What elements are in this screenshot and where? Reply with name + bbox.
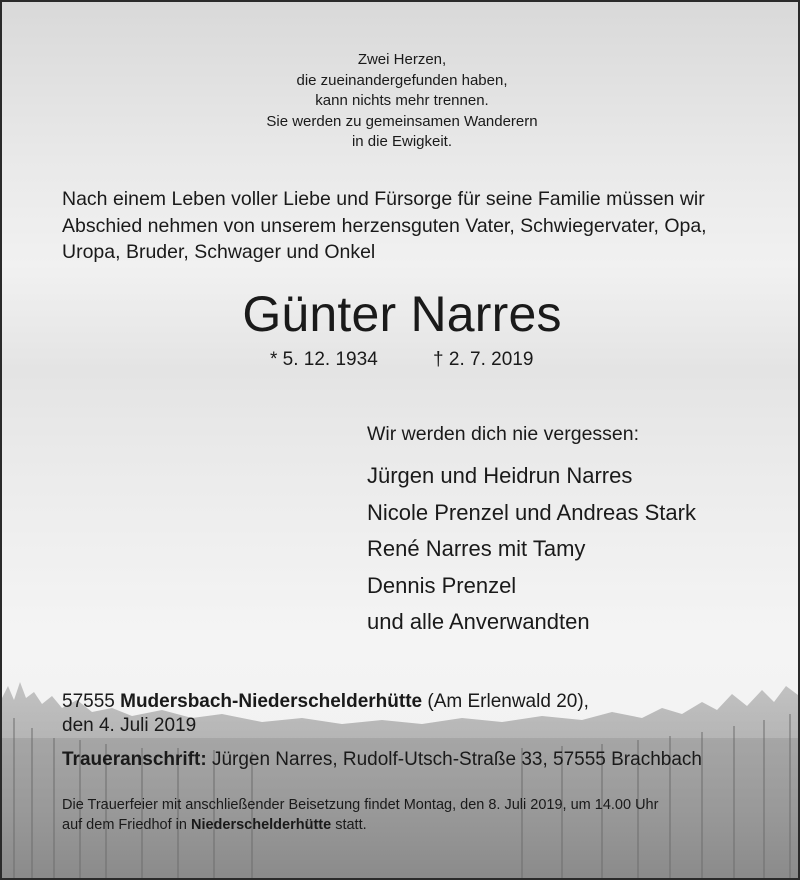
funeral-line: Die Trauerfeier mit anschließender Beisetzung findet Montag, den 8. Juli 2019, um 14.00 Uhr — [62, 797, 659, 813]
mourner-name: René Narres mit Tamy — [367, 536, 586, 561]
place-line — [62, 690, 589, 714]
mourner-name: Nicole Prenzel und Andreas Stark — [367, 499, 696, 525]
poem-line: Sie werden zu gemeinsamen Wanderern — [266, 112, 538, 130]
place-and-date — [62, 690, 589, 738]
poem-line: Zwei Herzen, — [357, 51, 447, 68]
intro-text — [62, 186, 762, 266]
mourner-name: und alle Anverwandten — [367, 609, 590, 634]
poem-line: die zueinandergefunden haben, — [296, 71, 508, 89]
funeral-prefix: auf dem Friedhof in — [62, 816, 187, 833]
mourner-name: Jürgen und Heidrun Narres — [367, 463, 633, 488]
poem-line: kann nichts mehr trennen. — [315, 92, 489, 109]
mourning-address-value: Jürgen Narres, Rudolf-Utsch-Straße 33, 57555 Brachbach — [211, 749, 702, 770]
birth-date: * 5. 12. 1934 — [270, 349, 378, 370]
funeral-info — [62, 796, 658, 835]
mourning-address — [62, 748, 702, 772]
mourners-list — [367, 458, 696, 641]
intro-line: Nach einem Leben voller Liebe und Fürsorge für seine Familie müssen wir — [62, 188, 705, 210]
poem — [2, 50, 800, 153]
life-dates — [270, 348, 533, 372]
intro-line: Uropa, Bruder, Schwager und Onkel — [62, 241, 376, 263]
town: Mudersbach-Niederschelderhütte — [120, 691, 423, 712]
intro-line: Abschied nehmen von unserem herzensguten Vater, Schwiegervater, Opa, — [62, 214, 707, 237]
mourning-address-label: Traueranschrift: — [62, 749, 207, 770]
postcode: 57555 — [62, 691, 115, 712]
deceased-name: Günter Narres — [242, 286, 562, 342]
funeral-suffix: statt. — [335, 816, 367, 833]
mourner-name: Dennis Prenzel — [367, 572, 517, 598]
street: (Am Erlenwald 20), — [427, 691, 589, 712]
death-date: † 2. 7. 2019 — [433, 349, 534, 370]
funeral-line — [62, 816, 658, 836]
funeral-place: Niederschelderhütte — [190, 816, 332, 833]
mourners-heading: Wir werden dich nie vergessen: — [367, 423, 640, 445]
notice-date: den 4. Juli 2019 — [62, 715, 197, 736]
poem-line: in die Ewigkeit. — [351, 133, 453, 150]
